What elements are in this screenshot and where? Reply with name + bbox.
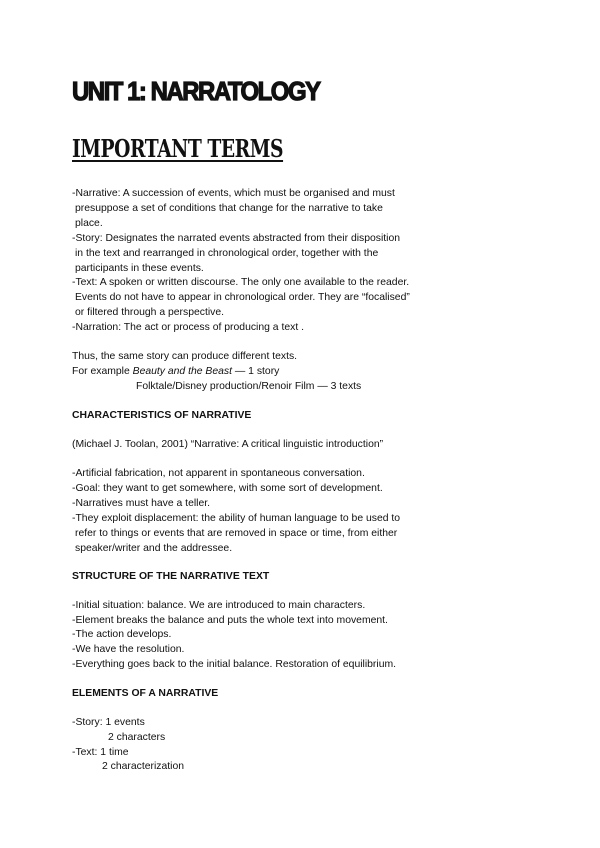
characteristics-item: speaker/writer and the addressee. xyxy=(75,543,233,554)
term-story-line: in the text and rearranged in chronological order, together with the xyxy=(75,248,379,259)
example-line xyxy=(72,364,279,379)
example-prefix: For example xyxy=(72,366,133,377)
term-narrative-line: place. xyxy=(75,218,103,229)
structure-heading: STRUCTURE OF THE NARRATIVE TEXT xyxy=(72,571,270,582)
characteristics-item: -They exploit displacement: the ability of human language to be used to xyxy=(72,513,401,524)
characteristics-item: -Narratives must have a teller. xyxy=(72,498,211,509)
example-suffix: — 1 story xyxy=(232,366,280,377)
example-title: Beauty and the Beast xyxy=(132,366,233,377)
elements-item: 2 characterization xyxy=(102,761,185,772)
example-line: Folktale/Disney production/Renoir Film — 3 texts xyxy=(136,381,362,392)
term-text-line: or filtered through a perspective. xyxy=(75,307,225,318)
characteristics-heading: CHARACTERISTICS OF NARRATIVE xyxy=(72,410,252,421)
characteristics-item: -Goal: they want to get somewhere, with some sort of development. xyxy=(72,483,383,494)
elements-item: -Text: 1 time xyxy=(72,747,129,758)
characteristics-item: -Artificial fabrication, not apparent in spontaneous conversation. xyxy=(72,468,365,479)
term-narrative-line: -Narrative: A succession of events, which must be organised and must xyxy=(72,188,395,199)
structure-item: -Everything goes back to the initial balance. Restoration of equilibrium. xyxy=(72,659,397,670)
elements-item: -Story: 1 events xyxy=(72,717,145,728)
structure-item: -We have the resolution. xyxy=(72,644,185,655)
important-terms-heading: IMPORTANT TERMS xyxy=(72,134,284,163)
elements-item: 2 characters xyxy=(108,732,166,743)
elements-heading: ELEMENTS OF A NARRATIVE xyxy=(72,688,219,699)
term-text-line: -Text: A spoken or written discourse. The only one available to the reader. xyxy=(72,277,410,288)
characteristics-item: refer to things or events that are removed in space or time, from either xyxy=(75,528,398,539)
term-text-line: Events do not have to appear in chronological order. They are “focalised” xyxy=(75,292,410,303)
structure-item: -Element breaks the balance and puts the whole text into movement. xyxy=(72,615,388,626)
structure-item: -Initial situation: balance. We are introduced to main characters. xyxy=(72,600,366,611)
term-story-line: participants in these events. xyxy=(75,263,204,274)
structure-item: -The action develops. xyxy=(72,629,172,640)
term-narration-line: -Narration: The act or process of producing a text . xyxy=(72,322,304,333)
term-story-line: -Story: Designates the narrated events abstracted from their disposition xyxy=(72,233,401,244)
example-line: Thus, the same story can produce different texts. xyxy=(72,351,298,362)
unit-title: UNIT 1: NARRATOLOGY xyxy=(72,76,320,106)
term-narrative-line: presuppose a set of conditions that change for the narrative to take xyxy=(75,203,383,214)
characteristics-citation: (Michael J. Toolan, 2001) “Narrative: A critical linguistic introduction” xyxy=(72,439,384,450)
